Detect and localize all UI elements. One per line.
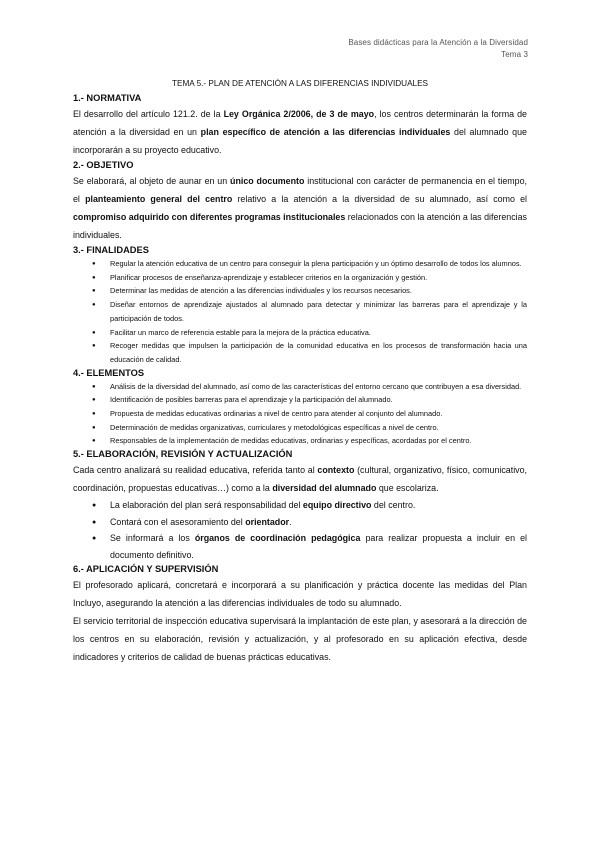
elaboracion-list xyxy=(73,497,527,563)
section-objetivo-text: Se elaborará, al objeto de aunar en un único documento institucional con carácter de permanencia en el tiempo, el planteamiento general del centro relativo a la atención a la diversidad de su alumnado, así como el compromiso adquirido con diferentes programas institucionales relacionados con la atención a las diferencias individuales. xyxy=(73,176,528,240)
section-elaboracion-heading: 5.- ELABORACIÓN, REVISIÓN Y ACTUALIZACIÓN xyxy=(73,449,293,460)
list-item: ● Determinación de medidas organizativas, curriculares y metodológicas específicas a nivel de centro. xyxy=(73,421,527,435)
list-item: ● Propuesta de medidas educativas ordinarias a nivel de centro para atender al conjunto del alumnado. xyxy=(73,407,527,421)
list-item: ● Regular la atención educativa de un centro para conseguir la plena participación y un óptimo desarrollo de todos los alumnos. xyxy=(73,257,527,271)
document-title: TEMA 5.- PLAN DE ATENCIÓN A LAS DIFERENCIAS INDIVIDUALES xyxy=(172,79,428,88)
section-normativa-heading: 1.- NORMATIVA xyxy=(73,93,142,103)
elementos-list xyxy=(73,380,527,449)
section-aplicacion-text-1: El profesorado aplicará, concretará e incorporará a su planificación y práctica docente las medidas del Plan Incluyo, asegurando la atención a las diferencias individuales de todo su alumnado. xyxy=(73,580,527,609)
list-item: ● Responsables de la implementación de medidas educativas, ordinarias y específicas, acordadas por el centro. xyxy=(73,434,527,448)
section-finalidades-heading: 3.- FINALIDADES xyxy=(73,245,149,255)
section-elaboracion-text: Cada centro analizará su realidad educativa, referida tanto al contexto (cultural, organizativo, físico, comunicativo, coordinación, propuestas educativas…) como a la diversidad del alumnado que escolariza. xyxy=(73,465,528,494)
list-item: ● Análisis de la diversidad del alumnado, así como de las características del entorno cercano que contribuyen a esa diversidad. xyxy=(73,380,527,394)
section-normativa-text: El desarrollo del artículo 121.2. de la Ley Orgánica 2/2006, de 3 de mayo, los centros determinarán la forma de atención a la diversidad en un plan específico de atención a las diferencias individuales del alumnado que incorporarán a su proyecto educativo. xyxy=(73,109,527,155)
list-item: ● Planificar procesos de enseñanza-aprendizaje y establecer criterios en la organización y gestión. xyxy=(73,271,527,285)
section-objetivo-heading: 2.- OBJETIVO xyxy=(73,160,134,170)
section-aplicacion-text-2: El servicio territorial de inspección educativa supervisará la implantación de este plan, y asesorará a la dirección de los centros en su elaboración, revisión y actualización, y al profesorado en su aplicación efectiva, desde indicadores y criterios de calidad de buenas prácticas educativas. xyxy=(73,616,527,663)
header-subject: Bases didácticas para la Atención a la Diversidad xyxy=(348,38,528,47)
list-item: ● Facilitar un marco de referencia estable para la mejora de la práctica educativa. xyxy=(73,326,527,340)
list-item: ● Se informará a los órganos de coordinación pedagógica para realizar propuesta a incluir en el documento definitivo. xyxy=(73,530,527,563)
section-aplicacion-heading: 6.- APLICACIÓN Y SUPERVISIÓN xyxy=(73,564,219,575)
page-header xyxy=(348,37,528,61)
list-item: ● Identificación de posibles barreras para el aprendizaje y la participación del alumnado. xyxy=(73,393,527,407)
list-item: ● Recoger medidas que impulsen la participación de la comunidad educativa en los procesos de transformación hacia una educación de calidad. xyxy=(73,339,527,366)
list-item: ● La elaboración del plan será responsabilidad del equipo directivo del centro. xyxy=(73,497,527,514)
list-item: ● Diseñar entornos de aprendizaje ajustados al alumnado para detectar y minimizar las barreras para el aprendizaje y la participación de todos. xyxy=(73,298,527,325)
finalidades-list xyxy=(73,257,527,367)
section-elementos-heading: 4.- ELEMENTOS xyxy=(73,367,145,378)
list-item: ● Determinar las medidas de atención a las diferencias individuales y los recursos necesarios. xyxy=(73,284,527,298)
document-body xyxy=(73,78,527,666)
list-item: ● Contará con el asesoramiento del orientador. xyxy=(73,514,527,531)
header-topic: Tema 3 xyxy=(501,50,528,59)
